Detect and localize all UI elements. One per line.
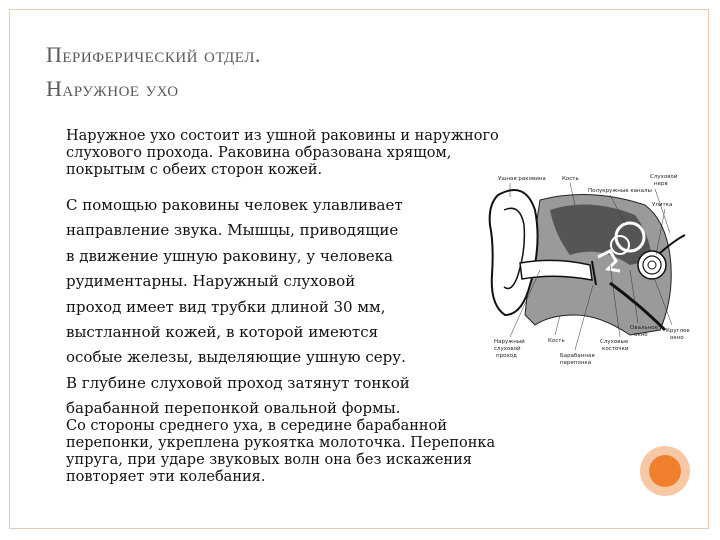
- label-oval-1: Овальное: [630, 325, 659, 331]
- text-line: повторяет эти колебания.: [66, 469, 266, 485]
- paragraph-eardrum: [66, 418, 495, 486]
- label-bone: Кость: [562, 176, 579, 182]
- ear-anatomy-diagram: [480, 165, 695, 380]
- text-line: рудиментарны. Наружный слуховой: [66, 272, 356, 291]
- label-canal-3: проход: [496, 353, 517, 359]
- text-line: в движение ушную раковину, у человека: [66, 246, 393, 265]
- label-bone-2: Кость: [548, 338, 565, 344]
- label-round-1: Круглое: [666, 328, 690, 334]
- decorative-circle-inner: [649, 455, 681, 487]
- label-nerve-2: нерв: [654, 181, 668, 187]
- label-canal-2: слуховой: [494, 346, 521, 352]
- cochlea-outer: [638, 251, 666, 279]
- slide-title: [46, 38, 261, 106]
- text-line: слухового прохода. Раковина образована хрящом,: [66, 145, 452, 161]
- label-canal-1: Наружный: [494, 339, 525, 345]
- label-round-2: окно: [670, 335, 684, 341]
- text-line: особые железы, выделяющие ушную серу.: [66, 348, 406, 367]
- text-line: Со стороны среднего уха, в середине барабанной: [66, 418, 447, 434]
- label-oval-2: окно: [634, 332, 648, 338]
- paragraph-main: [66, 193, 410, 422]
- title-line-2: Наружное ухо: [46, 76, 179, 101]
- text-line: упруга, при ударе звуковых волн она без искажения: [66, 452, 472, 468]
- paragraph-intro: [66, 128, 499, 179]
- title-line-1: Периферический отдел.: [46, 42, 261, 67]
- text-line: выстланной кожей, в которой имеются: [66, 323, 379, 342]
- text-line: проход имеет вид трубки длиной 30 мм,: [66, 297, 386, 316]
- label-eardrum-2: перепонка: [560, 360, 592, 366]
- text-line: направление звука. Мышцы, приводящие: [66, 221, 399, 240]
- text-line: Наружное ухо состоит из ушной раковины и наружного: [66, 128, 499, 144]
- label-semicircular: Полукружные каналы: [588, 188, 652, 194]
- label-nerve-1: Слуховой: [650, 174, 678, 180]
- text-line: С помощью раковины человек улавливает: [66, 196, 403, 214]
- label-eardrum-1: Барабанная: [560, 353, 595, 359]
- text-line: В глубине слуховой проход затянут тонкой: [66, 373, 410, 392]
- label-auricle: Ушная раковина: [498, 176, 546, 182]
- label-ossicles-1: Слуховые: [600, 339, 629, 345]
- text-line: перепонки, укреплена рукоятка молоточка. Перепонка: [66, 435, 496, 451]
- label-cochlea: Улитка: [652, 202, 673, 208]
- text-line: покрытым с обеих сторон кожей.: [66, 162, 323, 178]
- text-line: барабанной перепонкой овальной формы.: [66, 399, 401, 418]
- ear-anatomy-svg: [480, 165, 695, 380]
- label-ossicles-2: косточки: [602, 346, 629, 352]
